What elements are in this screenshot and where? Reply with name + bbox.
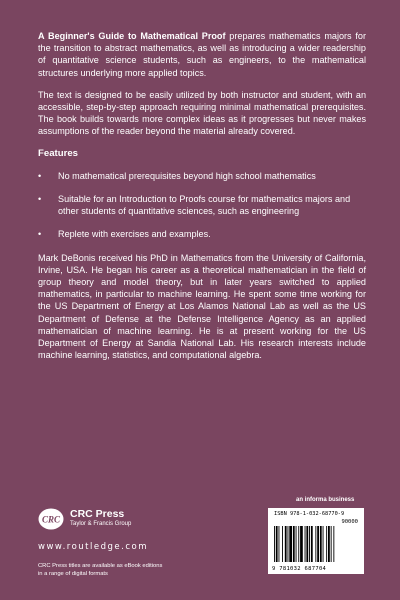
features-heading: Features [38, 147, 78, 159]
book-title: A Beginner's Guide to Mathematical Proof [38, 31, 226, 41]
publisher-website: www.routledge.com [38, 542, 148, 552]
bullet-icon: • [38, 194, 42, 205]
barcode-icon [272, 526, 360, 564]
crc-logo-text: CRC [41, 514, 61, 525]
price-code: 90000 [341, 519, 358, 525]
description-paragraph: The text is designed to be easily utilized by both instructor and student, with an accessible, step-by-step approach requiring minimal mathematical prerequisites. The book builds towards more complex ideas as it progresses but never makes assumptions of the reader beyond the material already covered. [38, 89, 366, 137]
intro-text: prepares mathematics majors for the transition to abstract mathematics, as well as introducing a wider readership of quantitative science students, such as engineers, to the mathematical structures underlying more applied topics. [38, 31, 367, 78]
intro-paragraph [38, 30, 366, 79]
publisher-block [38, 508, 238, 578]
publisher-logo [38, 508, 238, 530]
back-cover-text [38, 30, 366, 371]
barcode-digits: 9 781032 687704 [272, 566, 327, 572]
publisher-name: CRC Press [70, 508, 125, 520]
feature-item: • Suitable for an Introduction to Proofs course for mathematics majors and other students of quantitative sciences, such as engineering [38, 194, 351, 217]
bullet-icon: • [38, 170, 42, 181]
publisher-tagline: Taylor & Francis Group [70, 521, 132, 527]
feature-item: • Replete with exercises and examples. [38, 229, 211, 240]
ebook-note: CRC Press titles are available as eBook editions in a range of digital formats [38, 563, 163, 577]
isbn-barcode [268, 508, 364, 574]
author-bio: Mark DeBonis received his PhD in Mathematics from the University of California, Irvine, USA. He began his career as a theoretical mathematician in the field of group theory and model theory, but in later years switched to applied mathematics, in particular to machine learning. He spent some time working for the US Department of Energy at Los Alamos National Lab as well as the US Department of Defense at the Defense Intelligence Agency as an applied mathematician of machine learning. He is at present working for the US Department of Energy at Sandia National Lab. His research interests include machine learning, statistics, and computational algebra. [38, 252, 366, 361]
feature-item: • No mathematical prerequisites beyond high school mathematics [38, 170, 316, 181]
bullet-icon: • [38, 229, 42, 240]
features-list [38, 170, 366, 241]
informa-label: an informa business [296, 497, 355, 503]
isbn-text: ISBN 978-1-032-68770-9 [274, 511, 345, 517]
crc-logo-icon [38, 508, 64, 530]
